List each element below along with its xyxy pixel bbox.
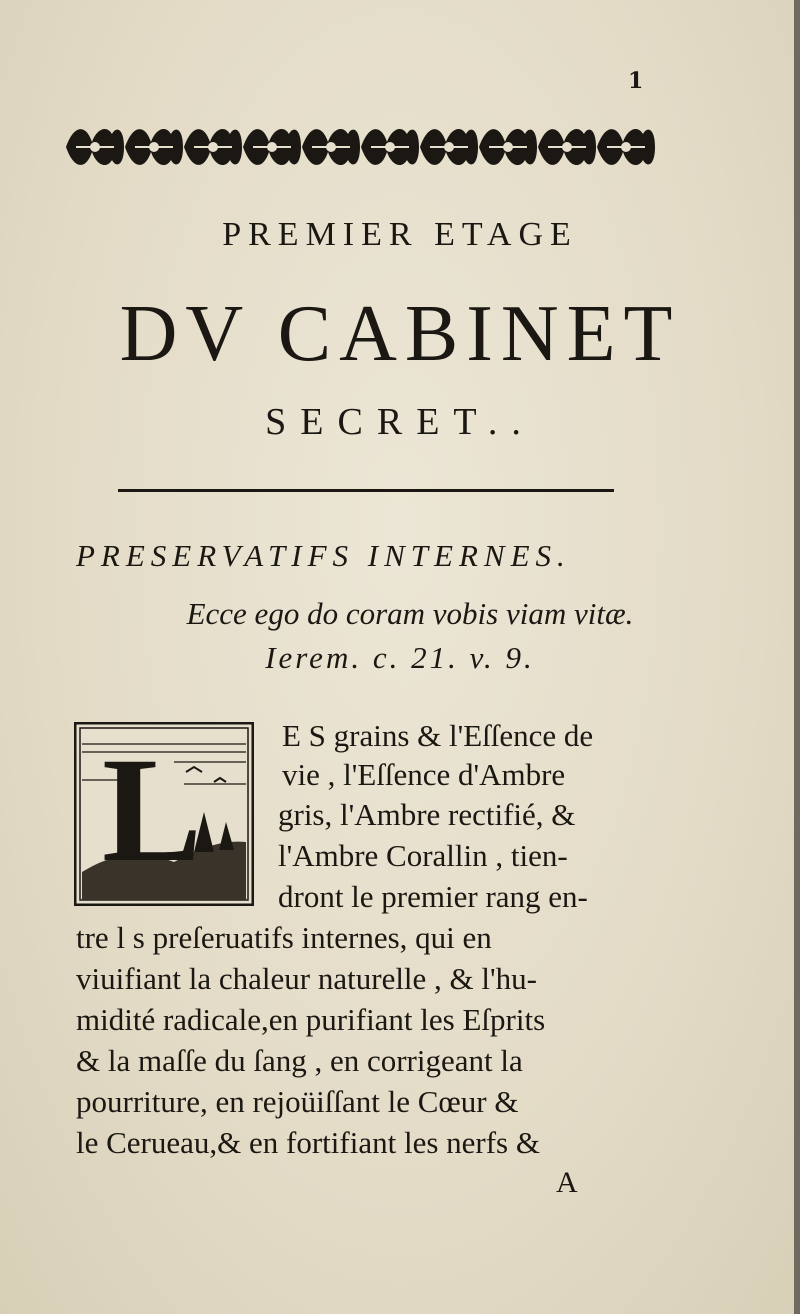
body-line: tre l s preſeruatifs internes, qui en bbox=[76, 920, 492, 955]
body-line: & la maſſe du ſang , en corrigeant la bbox=[76, 1043, 523, 1078]
body-line: le Cerueau,& en fortifiant les nerfs & bbox=[76, 1125, 540, 1160]
catchword: A bbox=[556, 1166, 578, 1199]
fleuron-icon bbox=[66, 112, 656, 182]
printer-ornament-band bbox=[66, 112, 656, 182]
body-line: vie , l'Eſſence d'Ambre bbox=[282, 757, 566, 792]
woodcut-initial bbox=[74, 722, 254, 906]
body-line: viuifiant la chaleur naturelle , & l'hu- bbox=[76, 961, 537, 996]
page-edge bbox=[794, 0, 800, 1314]
horizontal-rule bbox=[118, 489, 614, 492]
body-line: dront le premier rang en- bbox=[278, 879, 588, 914]
body-line: l'Ambre Corallin , tien- bbox=[278, 838, 568, 873]
title-line-3: SECRET.. bbox=[265, 401, 535, 443]
body-line: midité radicale,en purifiant les Eſprits bbox=[76, 1002, 546, 1037]
page-number: 1 bbox=[628, 68, 644, 94]
section-heading: PRESERVATIFS INTERNES. bbox=[76, 538, 571, 573]
epigraph-citation: Ierem. c. 21. v. 9. bbox=[265, 640, 535, 675]
epigraph-quote: Ecce ego do coram vobis viam vitæ. bbox=[186, 596, 634, 631]
title-line-1: PREMIER ETAGE bbox=[222, 216, 578, 253]
body-line: pourriture, en rejoüiſſant le Cœur & bbox=[76, 1084, 519, 1119]
title-line-2: DV CABINET bbox=[119, 290, 681, 378]
body-line: gris, l'Ambre rectifié, & bbox=[278, 797, 576, 832]
body-line: E S grains & l'Eſſence de bbox=[282, 718, 594, 753]
initial-letter: L bbox=[102, 727, 203, 893]
